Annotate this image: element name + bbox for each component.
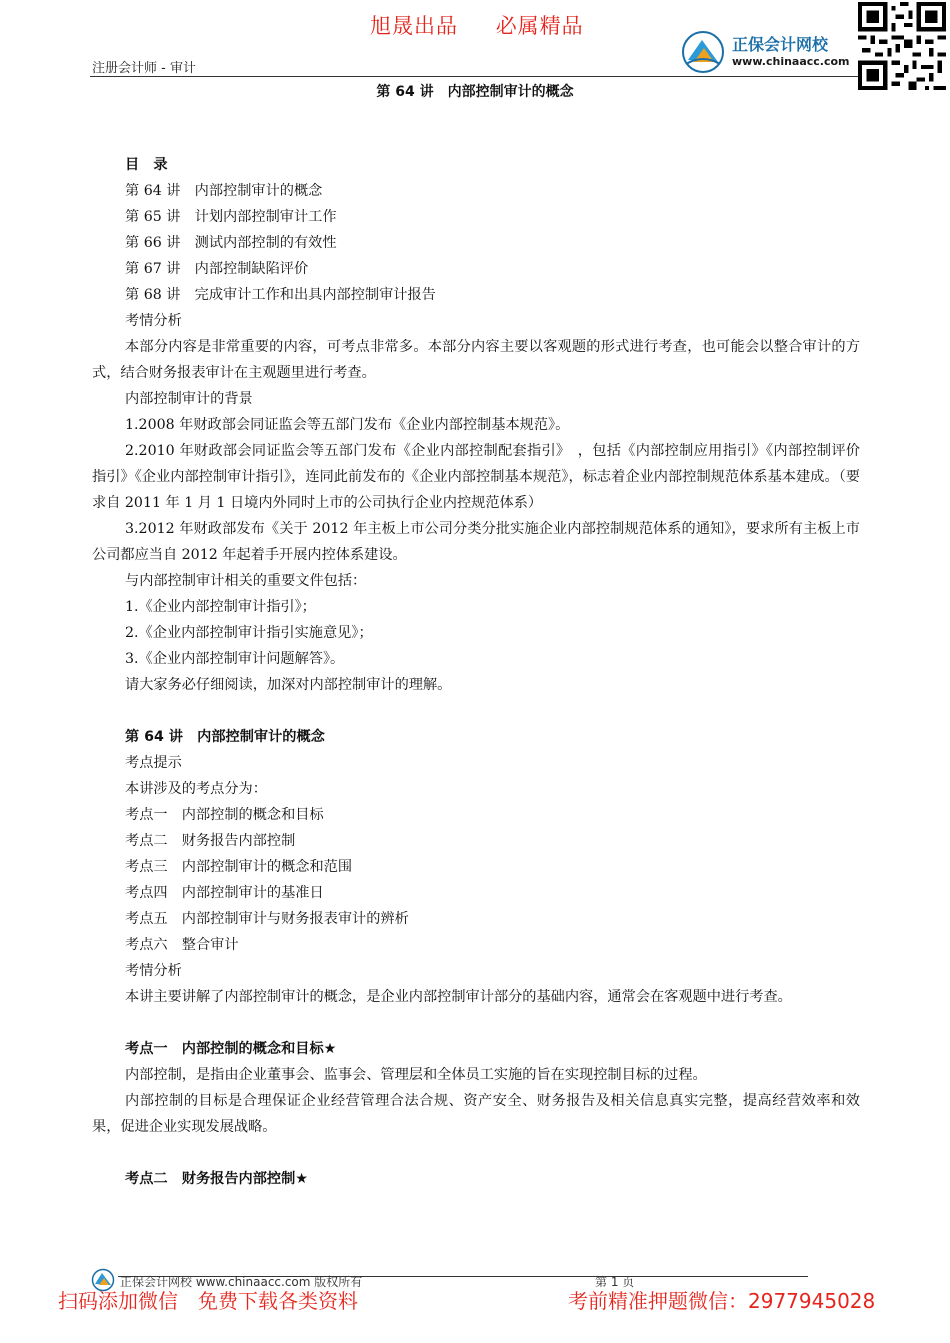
lecture-heading: 第 64 讲 内部控制审计的概念	[125, 729, 325, 745]
document-body	[92, 152, 860, 1192]
document-list-item: 2.《企业内部控制审计指引实施意见》；	[125, 625, 373, 641]
document-list-item: 3.《企业内部控制审计问题解答》。	[125, 651, 345, 667]
analysis-paragraph: 本部分内容是非常重要的内容，可考点非常多。本部分内容主要以客观题的形式进行考查，也可能会以整合审计的方式，结合财务报表审计在主观题里进行考查。	[92, 339, 860, 381]
lecture-hint: 考点提示	[125, 755, 182, 771]
background-paragraph-3: 3.2012 年财政部发布《关于 2012 年主板上市公司分类分批实施企业内部控制规范体系的通知》，要求所有主板上市公司都应当自 2012 年起着手开展内控体系建设。	[92, 521, 860, 563]
banner-left-text: 旭晟出品	[370, 14, 458, 38]
top-banner	[370, 10, 584, 40]
bottom-right-promo: 考前精准押题微信：2977945028	[568, 1289, 876, 1313]
toc-item: 第 64 讲 内部控制审计的概念	[125, 183, 323, 199]
background-paragraph-2: 2.2010 年财政部会同证监会等五部门发布《企业内部控制配套指引》 ，包括《内部控制应用指引》《内部控制评价指引》《企业内部控制审计指引》，连同此前发布的《企业内部控制基本规范》，标志着企业内部控制规范体系基本建成。（要求自 2011 年 1 月 1 日境内外同时上市的公司执行企业内控规范体系）	[92, 443, 860, 511]
point1-paragraph-1: 内部控制，是指由企业董事会、监事会、管理层和全体员工实施的旨在实现控制目标的过程。	[125, 1067, 707, 1083]
toc-heading: 目 录	[125, 157, 168, 173]
logo-title: 正保会计网校	[732, 35, 829, 54]
lecture-intro: 本讲涉及的考点分为：	[125, 781, 267, 797]
toc-item: 第 65 讲 计划内部控制审计工作	[125, 209, 337, 225]
background-paragraph-1: 1.2008 年财政部会同证监会等五部门发布《企业内部控制基本规范》。	[125, 417, 570, 433]
point1-paragraph-2: 内部控制的目标是合理保证企业经营管理合法合规、资产安全、财务报告及相关信息真实完整，提高经营效率和效果，促进企业实现发展战略。	[92, 1093, 860, 1135]
footer-copyright: 正保会计网校 www.chinaacc.com 版权所有	[120, 1275, 363, 1289]
lecture-analysis-paragraph: 本讲主要讲解了内部控制审计的概念，是企业内部控制审计部分的基础内容，通常会在客观题中进行考查。	[125, 989, 792, 1005]
lecture-analysis-heading: 考情分析	[125, 963, 182, 979]
background-heading: 内部控制审计的背景	[125, 391, 253, 407]
toc-item: 第 68 讲 完成审计工作和出具内部控制审计报告	[125, 287, 436, 303]
section-gap	[92, 698, 860, 724]
lecture-point-item: 考点四 内部控制审计的基准日	[125, 885, 324, 901]
lecture-point-item: 考点一 内部控制的概念和目标	[125, 807, 324, 823]
lecture-point-item: 考点六 整合审计	[125, 937, 239, 953]
qr-code-icon	[858, 2, 946, 90]
document-list-item: 1.《企业内部控制审计指引》；	[125, 599, 316, 615]
point2-heading: 考点二 财务报告内部控制★	[125, 1171, 308, 1187]
logo-url: www.chinaacc.com	[732, 55, 850, 68]
point1-heading: 考点一 内部控制的概念和目标★	[125, 1041, 337, 1057]
lecture-point-item: 考点五 内部控制审计与财务报表审计的辨析	[125, 911, 409, 927]
documents-intro: 与内部控制审计相关的重要文件包括：	[125, 573, 367, 589]
banner-right-text: 必属精品	[495, 14, 584, 38]
footer-page-number: 第 1 页	[595, 1275, 635, 1289]
header-divider	[90, 76, 860, 77]
section-gap	[92, 1010, 860, 1036]
chinaacc-logo	[680, 30, 860, 74]
analysis-heading: 考情分析	[125, 313, 182, 329]
logo-emblem-icon	[680, 30, 726, 74]
lecture-point-item: 考点三 内部控制审计的概念和范围	[125, 859, 353, 875]
bottom-left-promo: 扫码添加微信 免费下载各类资料	[58, 1289, 358, 1313]
page-title: 第 64 讲 内部控制审计的概念	[376, 84, 574, 100]
section-gap	[92, 1140, 860, 1166]
toc-item: 第 67 讲 内部控制缺陷评价	[125, 261, 309, 277]
lecture-point-item: 考点二 财务报告内部控制	[125, 833, 296, 849]
toc-item: 第 66 讲 测试内部控制的有效性	[125, 235, 337, 251]
header-course-label: 注册会计师 - 审计	[92, 61, 196, 76]
documents-closing: 请大家务必仔细阅读，加深对内部控制审计的理解。	[125, 677, 452, 693]
